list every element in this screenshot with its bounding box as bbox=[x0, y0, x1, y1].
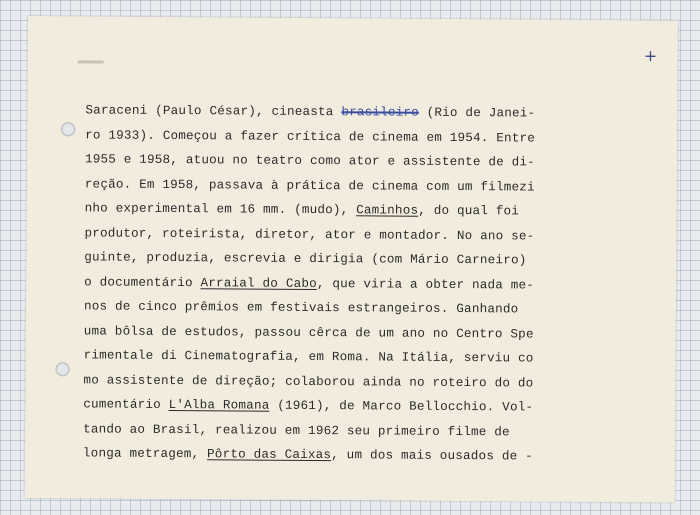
text-segment: , do qual foi bbox=[418, 203, 520, 219]
text-segment: (1961), de Marco Bellocchio. Vol- bbox=[269, 398, 534, 415]
text-line bbox=[83, 392, 643, 420]
text-segment: cumentário bbox=[83, 397, 169, 412]
underlined-title: Pôrto das Caixas bbox=[207, 447, 332, 463]
margin-mark: + bbox=[643, 46, 658, 66]
text-segment: longa metragem, bbox=[82, 446, 208, 462]
typed-page bbox=[25, 16, 678, 503]
text-line bbox=[84, 294, 644, 322]
paper-mark bbox=[78, 60, 104, 63]
text-segment: ro 1933). Começou a fazer crítica de cinema em 1954. Entre bbox=[85, 127, 536, 146]
text-line bbox=[85, 98, 645, 126]
text-line bbox=[85, 196, 645, 224]
typed-text bbox=[83, 98, 646, 469]
text-segment: , que viria a obter nada me- bbox=[316, 276, 535, 293]
text-segment: o documentário bbox=[84, 274, 201, 290]
text-segment: (Rio de Janei- bbox=[418, 105, 536, 121]
text-line bbox=[84, 245, 644, 273]
text-line bbox=[85, 147, 645, 175]
text-segment: nho experimental em 16 mm. (mudo), bbox=[84, 201, 357, 218]
text-segment: , um dos mais ousados de - bbox=[331, 448, 533, 464]
text-line bbox=[83, 441, 643, 469]
text-line bbox=[84, 343, 644, 371]
underlined-title: Caminhos bbox=[356, 203, 419, 218]
struck-word: brasileiro bbox=[341, 105, 419, 120]
underlined-title: Arraial do Cabo bbox=[200, 275, 317, 291]
text-segment: tando ao Brasil, realizou em 1962 seu primeiro filme de bbox=[83, 421, 510, 439]
text-segment: uma bôlsa de estudos, passou cêrca de um ano no Centro Spe bbox=[83, 323, 534, 342]
text-segment: guinte, produzia, escrevia e dirigia (com Mário Carneiro) bbox=[84, 250, 527, 268]
text-segment: mo assistente de direção; colaborou ainda no roteiro do do bbox=[83, 372, 534, 391]
text-segment: rimentale di Cinematografia, em Roma. Na Itália, serviu co bbox=[83, 348, 534, 366]
text-segment: nos de cinco prêmios em festivais estrangeiros. Ganhando bbox=[83, 299, 519, 317]
text-segment: Saraceni (Paulo César), cineasta bbox=[85, 103, 342, 120]
punch-hole bbox=[55, 362, 69, 376]
underlined-title: L'Alba Romana bbox=[168, 397, 270, 413]
text-segment: 1955 e 1958, atuou no teatro como ator e assistente de di- bbox=[84, 152, 535, 170]
punch-hole bbox=[61, 122, 75, 136]
text-segment: produtor, roteirista, diretor, ator e montador. No ano se- bbox=[84, 225, 535, 244]
text-segment: reção. Em 1958, passava à prática de cinema com um filmezi bbox=[84, 176, 535, 195]
